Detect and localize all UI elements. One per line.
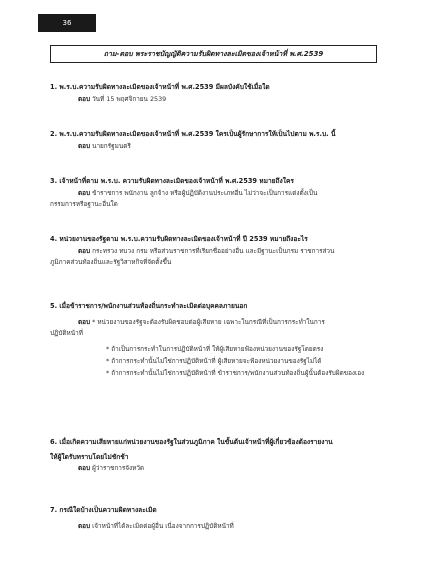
bullet-item: * ถ้าการกระทำนั้นไม่ใช่การปฏิบัติหน้าที่ ข้าราชการ/พนักงานส่วนท้องถิ่นผู้นั้นต้องรับผิดของเอง [106,368,365,377]
question-text: 2. พ.ร.บ.ความรับผิดทางละเมิดของเจ้าหน้าที่ พ.ศ.2539 ใครเป็นผู้รักษาการให้เป็นไปตาม พ.ร.บ. นี้ [50,130,336,138]
answer [50,141,380,153]
bullet-item: * ถ้าเป็นการกระทำในการปฏิบัติหน้าที่ ให้ผู้เสียหายฟ้องหน่วยงานของรัฐโดยตรง [106,344,324,353]
qa-item-2 [50,129,380,152]
qa-item-6 [50,437,380,475]
question-text: 5. เมื่อข้าราชการ/พนักงานส่วนท้องถิ่นกระทำละเมิดต่อบุคคลภายนอก [50,302,248,310]
answer [50,463,380,475]
answer-label: ตอบ [78,246,91,255]
question-text: 4. หน่วยงานของรัฐตาม พ.ร.บ.ความรับผิดทางละเมิดของเจ้าหน้าที่ ปี 2539 หมายถึงอะไร [50,235,308,243]
answer-text: วันที่ 15 พฤศจิกายน 2539 [92,94,167,103]
answer-label: ตอบ [78,188,91,197]
question-text: 6. เมื่อเกิดความเสียหายแก่หน่วยงานของรัฐในส่วนภูมิภาค ในขั้นต้นเจ้าหน้าที่ผู้เกี่ยวข้องต้องรายงาน [50,438,333,446]
qa-item-3 [50,176,380,211]
question-text: 7. กรณีใดบ้างเป็นความผิดทางละเมิด [50,506,157,514]
question-text: 3. เจ้าหน้าที่ตาม พ.ร.บ. ความรับผิดทางละเมิดของเจ้าหน้าที่ พ.ศ.2539 หมายถึงใคร [50,177,294,185]
qa-item-5 [50,301,380,379]
answer [50,246,380,258]
answer [50,188,380,200]
document-title: ถาม-ตอบ พระราชบัญญัติความรับผิดทางละเมิดของเจ้าหน้าที่ พ.ศ.2539 [50,45,377,63]
qa-item-4 [50,234,380,269]
answer [50,94,380,106]
answer-text: ผู้ว่าราชการจังหวัด [92,464,145,472]
answer [50,317,380,329]
answer [50,521,380,533]
answer-label: ตอบ [78,464,91,472]
question-continuation: ให้ผู้ใดรับทราบโดยไม่ชักช้า [50,452,129,461]
answer-continuation: ปฏิบัติหน้าที่ [50,329,83,337]
answer-label: ตอบ [78,141,91,150]
page-number: 36 [38,14,96,32]
answer-text: นายกรัฐมนตรี [92,141,131,150]
answer-text: เจ้าหน้าที่ได้ละเมิดต่อผู้อื่น เนื่องจากการปฏิบัติหน้าที่ [92,521,234,530]
answer-text: ข้าราชการ พนักงาน ลูกจ้าง หรือผู้ปฏิบัติงานประเภทอื่น ไม่ว่าจะเป็นการแต่งตั้งเป็น [92,188,318,197]
qa-item-1 [50,82,380,105]
bullet-item: * ถ้าการกระทำนั้นไม่ใช่การปฏิบัติหน้าที่ ผู้เสียหายจะฟ้องหน่วยงานของรัฐไม่ได้ [106,356,322,365]
question-text: 1. พ.ร.บ.ความรับผิดทางละเมิดของเจ้าหน้าที่ พ.ศ.2539 มีผลบังคับใช้เมื่อใด [50,83,270,91]
answer-text: * หน่วยงานของรัฐจะต้องรับผิดชอบต่อผู้เสียหาย เฉพาะในกรณีที่เป็นการกระทำในการ [92,317,325,326]
qa-item-7 [50,505,380,532]
answer-label: ตอบ [78,317,91,326]
answer-label: ตอบ [78,521,91,530]
answer-label: ตอบ [78,94,91,103]
answer-continuation: ภูมิภาคส่วนท้องถิ่นและรัฐวิสาหกิจที่จัดตั้งขึ้น [50,258,172,266]
answer-text: กระทรวง ทบวง กรม หรือส่วนราชการที่เรียกชื่ออย่างอื่น และมีฐานะเป็นกรม ราชการส่วน [92,246,335,255]
answer-continuation: กรรมการหรือฐานะอื่นใด [50,200,118,208]
